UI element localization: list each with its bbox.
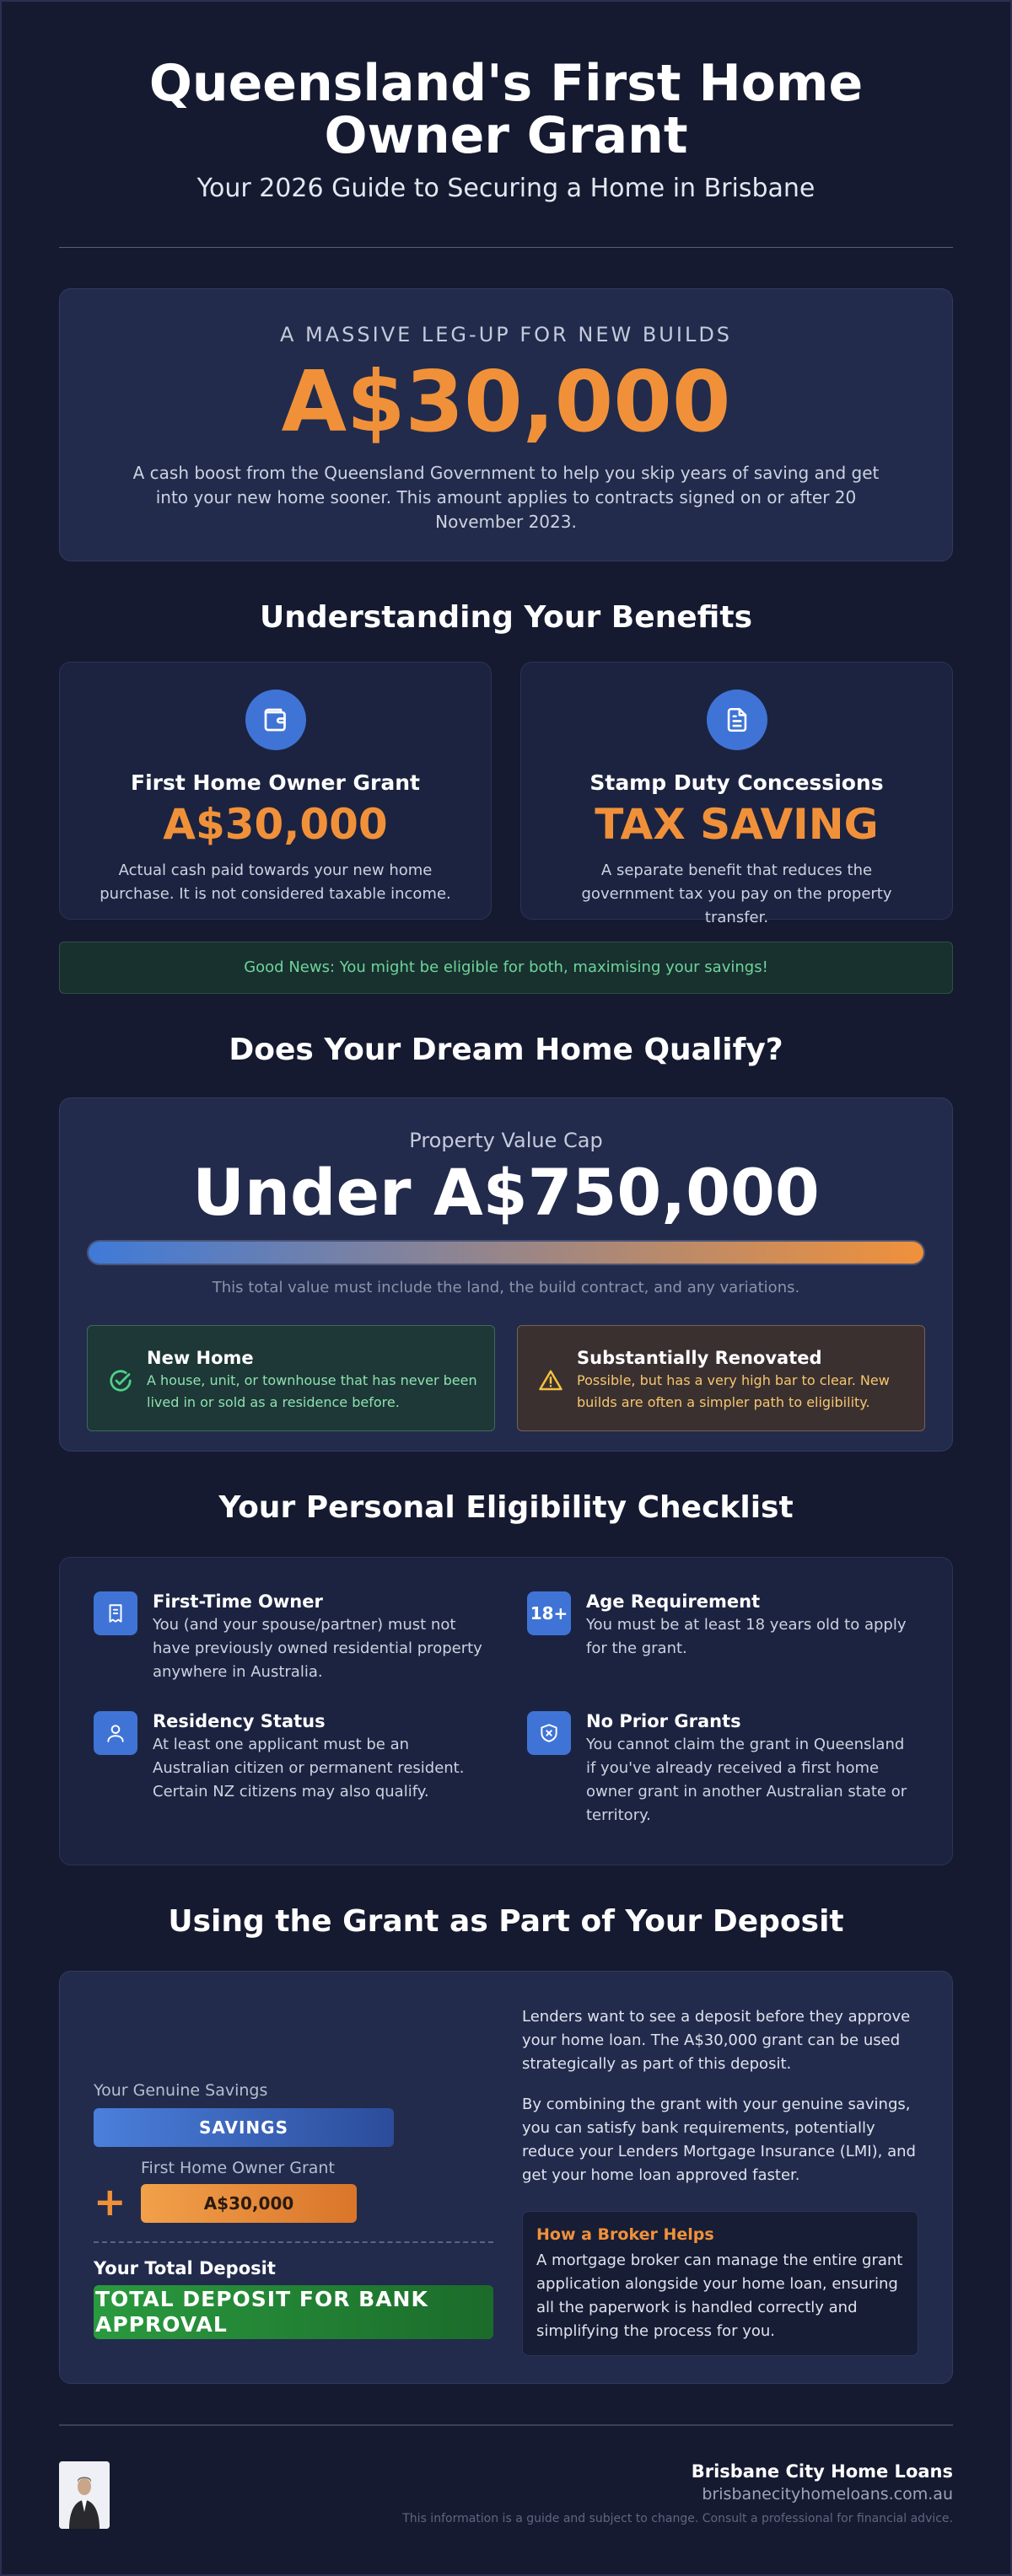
deposit-paragraph: Lenders want to see a deposit before they approve your home loan. The A$30,000 grant can be used strategically as part of this deposit. <box>522 2008 911 2073</box>
benefits-row <box>59 662 953 926</box>
cap-note: This total value must include the land, the build contract, and any variations. <box>212 1279 800 1296</box>
benefit-card-grant <box>59 662 492 920</box>
cap-label: Property Value Cap <box>409 1129 603 1152</box>
cap-progress-fill <box>89 1242 923 1264</box>
checklist-item-description: You (and your spouse/partner) must not have previously owned residential property anywhere in Australia. <box>153 1616 482 1681</box>
qualify-section-title: Does Your Dream Home Qualify? <box>229 1033 783 1067</box>
benefit-description: A separate benefit that reduces the government tax you pay on the property transfer. <box>581 861 892 926</box>
checklist-item-title: First-Time Owner <box>153 1591 323 1612</box>
footer-info <box>402 2461 953 2525</box>
savings-bar: SAVINGS <box>94 2108 394 2147</box>
checklist-item-title: No Prior Grants <box>586 1711 741 1731</box>
benefit-title: First Home Owner Grant <box>131 770 420 795</box>
checklist-item-title: Residency Status <box>153 1711 326 1731</box>
plus-icon: + <box>94 2179 126 2224</box>
grant-highlight-card <box>59 288 953 561</box>
dashed-divider <box>94 2241 493 2243</box>
checklist-item-description: You must be at least 18 years old to apply for the grant. <box>586 1616 907 1657</box>
grant-description: A cash boost from the Queensland Government to help you skip years of saving and get into your new home sooner. This amount applies to contracts signed on or after 20 November 2023. <box>132 463 880 532</box>
disclaimer: This information is a guide and subject to change. Consult a professional for financial advice. <box>402 2512 953 2525</box>
total-deposit-label: Your Total Deposit <box>94 2258 276 2278</box>
deposit-explanation <box>522 2005 918 2383</box>
new-home-title: New Home <box>147 1348 254 1368</box>
divider <box>59 247 953 248</box>
benefit-amount: TAX SAVING <box>595 800 879 849</box>
cap-progress-bar <box>87 1240 925 1265</box>
broker-description: A mortgage broker can manage the entire grant application alongside your home loan, ensuring all the paperwork is handled correctly and simplifying the process for you. <box>536 2251 903 2340</box>
benefits-section-title: Understanding Your Benefits <box>259 600 753 635</box>
fhog-label: First Home Owner Grant <box>141 2159 335 2177</box>
checklist-section-title: Your Personal Eligibility Checklist <box>218 1490 794 1525</box>
fhog-bar: A$30,000 <box>141 2184 357 2223</box>
age-icon: 18+ <box>527 1591 571 1635</box>
shield-x-icon <box>527 1711 571 1755</box>
renovated-box <box>517 1325 925 1431</box>
checklist-item-description: You cannot claim the grant in Queensland if you've already received a first home owner grant in another Australian state or territory. <box>586 1736 907 1824</box>
deposit-section-title: Using the Grant as Part of Your Deposit <box>168 1904 844 1939</box>
renovated-title: Substantially Renovated <box>577 1348 822 1368</box>
savings-label: Your Genuine Savings <box>94 2081 268 2100</box>
deposit-paragraph: By combining the grant with your genuine savings, you can satisfy bank requirements, potentially reduce your Lenders Mortgage Insurance (LMI), and get your home loan approved faster. <box>522 2096 916 2184</box>
cap-value: Under A$750,000 <box>192 1155 820 1230</box>
checklist-grid <box>94 1591 918 1827</box>
checklist-item-title: Age Requirement <box>586 1591 761 1612</box>
grant-eyebrow: A MASSIVE LEG-UP FOR NEW BUILDS <box>279 323 733 346</box>
check-circle-icon <box>108 1368 133 1393</box>
broker-title: How a Broker Helps <box>536 2225 714 2244</box>
benefit-description: Actual cash paid towards your new home purchase. It is not considered taxable income. <box>100 861 451 903</box>
checklist-item-no-prior-grants <box>527 1711 918 1827</box>
document-icon <box>707 690 767 750</box>
footer <box>59 2426 953 2527</box>
benefit-title: Stamp Duty Concessions <box>589 770 884 795</box>
new-home-box <box>87 1325 495 1431</box>
grant-amount: A$30,000 <box>281 352 731 451</box>
home-types-row <box>87 1325 925 1431</box>
warning-icon <box>538 1368 563 1393</box>
benefit-card-stamp-duty <box>520 662 953 926</box>
checklist-item-description: At least one applicant must be an Australian citizen or permanent resident. Certain NZ citizens may also qualify. <box>153 1736 465 1801</box>
wallet-icon <box>245 690 306 750</box>
eligibility-checklist-card <box>59 1557 953 1865</box>
page-title: Queensland's First Home Owner Grant <box>148 54 864 165</box>
fhog-row <box>94 2159 493 2223</box>
page-subtitle: Your 2026 Guide to Securing a Home in Brisbane <box>196 174 816 203</box>
property-cap-card <box>59 1097 953 1452</box>
checklist-item-age <box>527 1591 918 1684</box>
receipt-icon <box>94 1591 137 1635</box>
company-name: Brisbane City Home Loans <box>691 2461 953 2482</box>
renovated-description: Possible, but has a very high bar to clear. New builds are often a simpler path to eligibility. <box>577 1372 890 1410</box>
person-icon <box>94 1711 137 1755</box>
avatar <box>59 2461 110 2529</box>
total-deposit-bar: TOTAL DEPOSIT FOR BANK APPROVAL <box>94 2285 493 2339</box>
broker-callout <box>522 2211 918 2356</box>
deposit-card <box>59 1971 953 2384</box>
new-home-description: A house, unit, or townhouse that has never been lived in or sold as a residence before. <box>147 1372 477 1410</box>
company-url[interactable]: brisbanecityhomeloans.com.au <box>702 2485 953 2504</box>
deposit-diagram <box>94 2005 493 2383</box>
benefit-amount: A$30,000 <box>163 800 388 849</box>
good-news-banner: Good News: You might be eligible for both, maximising your savings! <box>59 942 953 994</box>
checklist-item-residency <box>94 1711 485 1827</box>
checklist-item-first-time-owner <box>94 1591 485 1684</box>
